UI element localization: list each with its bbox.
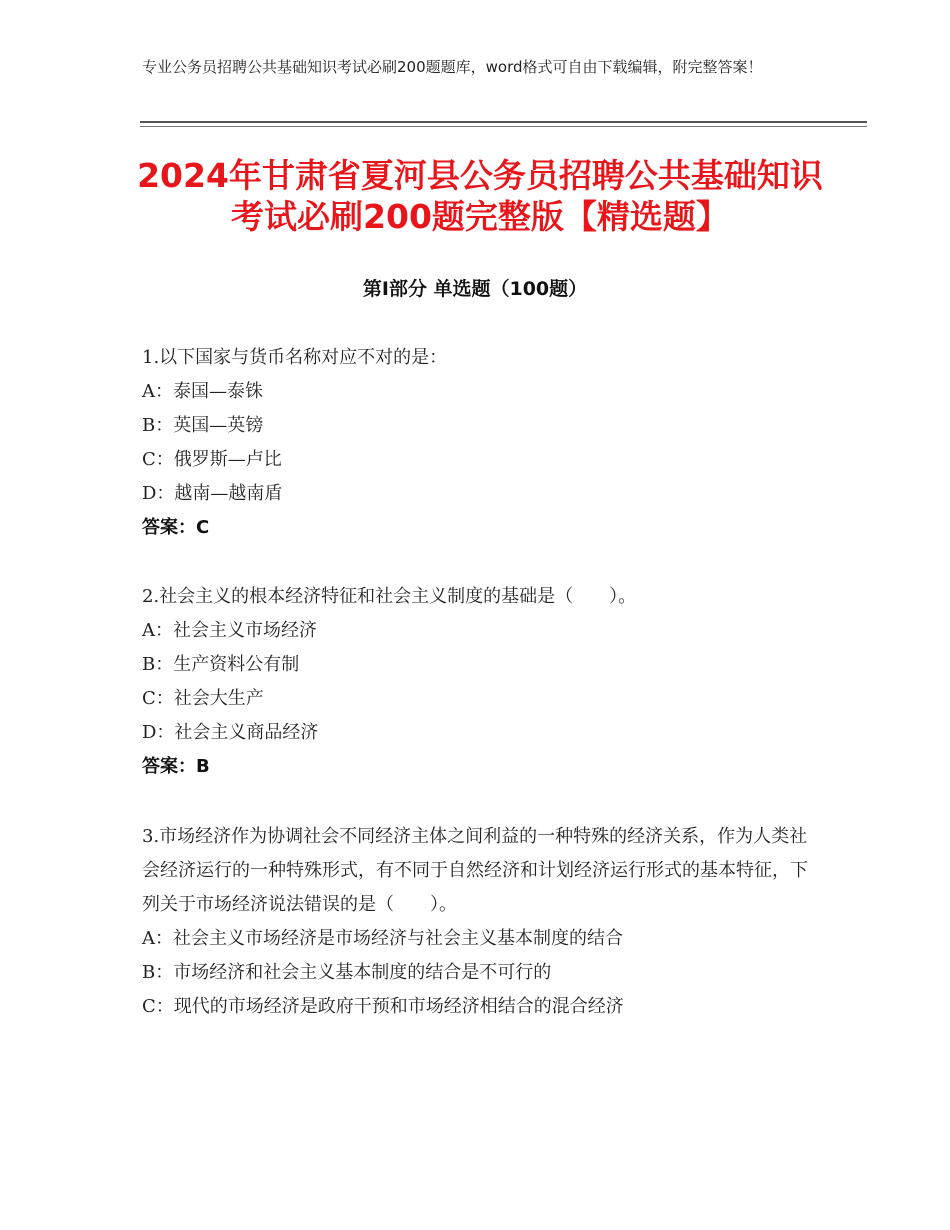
option-b: B：市场经济和社会主义基本制度的结合是不可行的 xyxy=(142,962,552,983)
question-stem: 2.社会主义的根本经济特征和社会主义制度的基础是（ ）。 xyxy=(142,586,637,607)
question-2 xyxy=(142,580,822,784)
question-1 xyxy=(142,341,822,545)
option-a: A：社会主义市场经济 xyxy=(142,620,317,641)
header-note: 专业公务员招聘公共基础知识考试必刷200题题库，word格式可自由下载编辑，附完整答案！ xyxy=(142,58,763,76)
question-3 xyxy=(142,820,822,1024)
option-a: A：社会主义市场经济是市场经济与社会主义基本制度的结合 xyxy=(142,928,623,949)
option-b: B：英国—英镑 xyxy=(142,415,264,436)
option-c: C：社会大生产 xyxy=(142,688,264,709)
option-c: C：俄罗斯—卢比 xyxy=(142,449,282,470)
header-rule-thick xyxy=(140,121,867,123)
question-stem: 3.市场经济作为协调社会不同经济主体之间利益的一种特殊的经济关系，作为人类社会经济运行的一种特殊形式，有不同于自然经济和计划经济运行形式的基本特征，下列关于市场经济说法错误的是（ ）。 xyxy=(142,826,808,915)
answer: 答案：C xyxy=(142,517,210,538)
question-stem: 1.以下国家与货币名称对应不对的是： xyxy=(142,347,448,368)
option-c: C：现代的市场经济是政府干预和市场经济相结合的混合经济 xyxy=(142,996,624,1017)
header-rule-thin xyxy=(140,126,867,127)
option-d: D：社会主义商品经济 xyxy=(142,722,319,743)
section-heading: 第Ⅰ部分 单选题（100题） xyxy=(362,278,588,300)
document-title: 2024年甘肃省夏河县公务员招聘公共基础知识考试必刷200题完整版【精选题】 xyxy=(137,156,823,236)
option-d: D：越南—越南盾 xyxy=(142,483,283,504)
option-a: A：泰国—泰铢 xyxy=(142,381,263,402)
option-b: B：生产资料公有制 xyxy=(142,654,300,675)
answer: 答案：B xyxy=(142,756,210,777)
